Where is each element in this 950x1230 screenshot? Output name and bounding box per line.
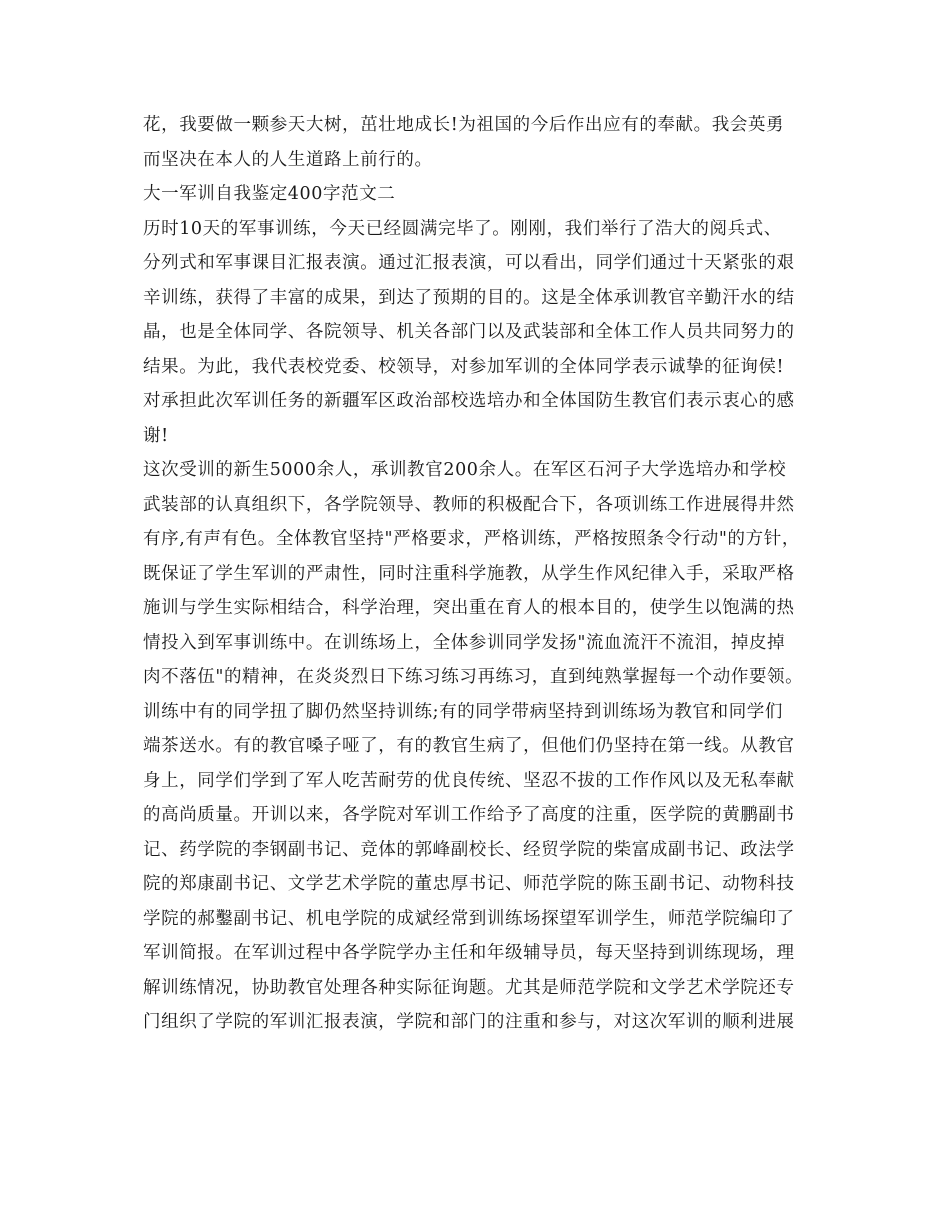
text-line: 训练中有的同学扭了脚仍然坚持训练;有的同学带病坚持到训练场为教官和同学们 bbox=[143, 701, 783, 722]
text-line: 门组织了学院的军训汇报表演，学院和部门的注重和参与，对这次军训的顺利进展 bbox=[143, 1012, 795, 1032]
body-text bbox=[143, 108, 833, 1040]
text-line: 谢! bbox=[143, 425, 169, 446]
text-line: 结果。为此，我代表校党委、校领导，对参加军训的全体同学表示诚挚的征询侯! bbox=[143, 356, 785, 377]
text-line: 院的郑康副书记、文学艺术学院的董忠厚书记、师范学院的陈玉副书记、动物科技 bbox=[143, 874, 795, 894]
text-line: 这次受训的新生5000余人，承训教官200余人。在军区石河子大学选培办和学校 bbox=[143, 460, 787, 480]
text-line: 学院的郝鑿副书记、机电学院的成斌经常到训练场探望军训学生，师范学院编印了 bbox=[143, 908, 795, 929]
text-line: 情投入到军事训练中。在训练场上，全体参训同学发扬"流血流汗不流泪，掉皮掉 bbox=[143, 632, 786, 653]
text-line: 军训简报。在军训过程中各学院学办主任和年级辅导员，每天坚持到训练现场，理 bbox=[143, 943, 795, 963]
text-line: 身上，同学们学到了军人吃苦耐劳的优良传统、坚忍不拔的工作作风以及无私奉献 bbox=[143, 770, 795, 791]
text-line: 花，我要做一颗参天大树，茁壮地成长!为祖国的今后作出应有的奉献。我会英勇 bbox=[143, 115, 785, 135]
text-line: 武装部的认真组织下，各学院领导、教师的积极配合下，各项训练工作进展得井然 bbox=[143, 494, 795, 515]
text-line: 有序,有声有色。全体教官坚持"严格要求，严格训练，严格按照条令行动"的方针， bbox=[143, 529, 800, 549]
text-line: 晶，也是全体同学、各院领导、机关各部门以及武装部和全体工作人员共同努力的 bbox=[143, 322, 795, 342]
text-line: 的高尚质量。开训以来，各学院对军训工作给予了高度的注重，医学院的黄鹏副书 bbox=[143, 805, 795, 825]
text-line: 记、药学院的李钢副书记、竞体的郭峰副校长、经贸学院的柴富成副书记、政法学 bbox=[143, 839, 795, 860]
text-line: 而坚决在本人的人生道路上前行的。 bbox=[143, 149, 433, 170]
text-line: 分列式和军事课目汇报表演。通过汇报表演，可以看出，同学们通过十天紧张的艰 bbox=[143, 253, 795, 273]
text-line: 端茶送水。有的教官嗓子哑了，有的教官生病了，但他们仍坚持在第一线。从教官 bbox=[143, 736, 795, 756]
text-line: 对承担此次军训任务的新疆军区政治部校选培办和全体国防生教官们表示衷心的感 bbox=[143, 391, 795, 411]
text-line: 肉不落伍"的精神，在炎炎烈日下练习练习再练习，直到纯熟掌握每一个动作要领。 bbox=[143, 667, 804, 687]
text-line: 解训练情况，协助教官处理各种实际征询题。尤其是师范学院和文学艺术学院还专 bbox=[143, 977, 795, 998]
text-line: 施训与学生实际相结合，科学治理，突出重在育人的根本目的，使学生以饱满的热 bbox=[143, 598, 795, 618]
text-line: 历时10天的军事训练，今天已经圆满完毕了。刚刚，我们举行了浩大的阅兵式、 bbox=[143, 218, 782, 239]
section-heading: 大一军训自我鉴定400字范文二 bbox=[143, 184, 396, 204]
text-line: 既保证了学生军训的严肃性，同时注重科学施教，从学生作风纪律入手，采取严格 bbox=[143, 563, 795, 584]
text-line: 辛训练，获得了丰富的成果，到达了预期的目的。这是全体承训教官辛勤汗水的结 bbox=[143, 287, 795, 308]
